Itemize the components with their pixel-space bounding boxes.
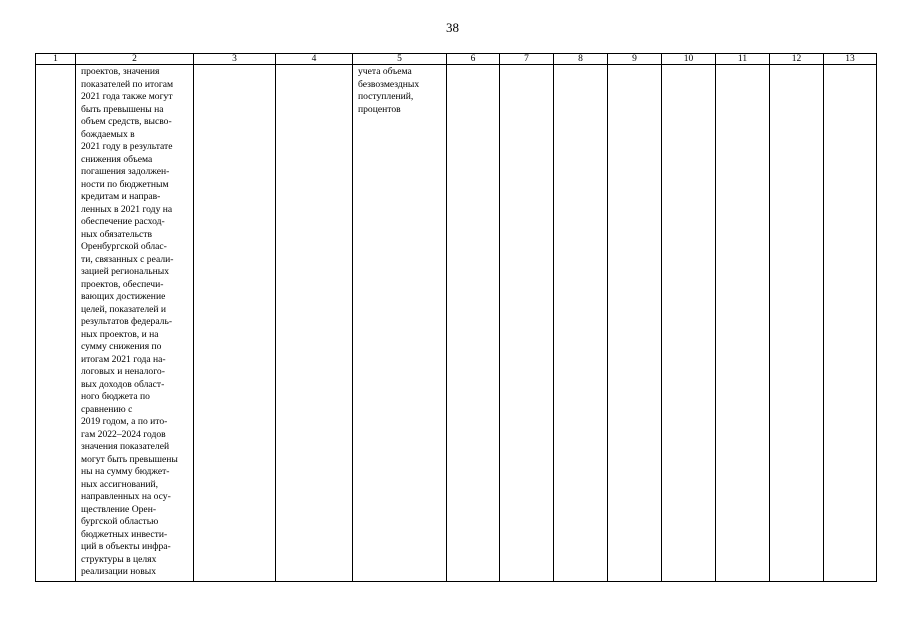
cell-col-2 xyxy=(76,65,194,582)
document-table xyxy=(35,53,877,582)
cell-col-11 xyxy=(716,65,770,582)
page-number: 38 xyxy=(446,20,459,35)
cell-col-9 xyxy=(608,65,662,582)
table-row xyxy=(36,65,877,582)
column-header-13: 13 xyxy=(824,54,877,65)
cell-col-5-text: учета объема безвозмездных поступлений, процентов xyxy=(358,66,420,115)
column-header-9: 9 xyxy=(608,54,662,65)
cell-col-7 xyxy=(500,65,554,582)
cell-col-1 xyxy=(36,65,76,582)
cell-col-4 xyxy=(276,65,353,582)
column-header-7: 7 xyxy=(500,54,554,65)
column-header-4: 4 xyxy=(276,54,353,65)
column-header-2: 2 xyxy=(76,54,194,65)
column-header-10: 10 xyxy=(662,54,716,65)
column-number-row xyxy=(36,54,877,65)
column-header-5: 5 xyxy=(353,54,447,65)
column-header-6: 6 xyxy=(447,54,500,65)
cell-col-5 xyxy=(353,65,447,582)
cell-col-2-text: проектов, значения показателей по итогам 2021 года также могут быть превышены на объем средств, высво- бождаемых в 2021 году в результате снижения объема погашения задолжен- ности по бюджетным кредитам и направ- ленных в 2021 году на обеспечение расход- ных обязательств Оренбургской облас- ти, связанных с реали- зацией региональных проектов, обеспечи- вающих достижение целей, показателей и результатов федераль- ных проектов, и на сумму снижения по итогам 2021 года на- логовых и неналого- вых доходов област- ного бюджета по сравнению с 2019 годом, а по ито- гам 2022–2024 годов значения показателей могут быть превышены ны на сумму бюджет- ных ассигнований, направленных на осу- ществление Орен- бургской областью бюджетных инвести- ций в объекты инфра- структуры в целях реализации новых xyxy=(81,66,178,577)
cell-col-3 xyxy=(194,65,276,582)
cell-col-8 xyxy=(554,65,608,582)
cell-col-13 xyxy=(824,65,877,582)
cell-col-6 xyxy=(447,65,500,582)
column-header-8: 8 xyxy=(554,54,608,65)
column-header-1: 1 xyxy=(36,54,76,65)
column-header-12: 12 xyxy=(770,54,824,65)
column-header-3: 3 xyxy=(194,54,276,65)
cell-col-12 xyxy=(770,65,824,582)
column-header-11: 11 xyxy=(716,54,770,65)
cell-col-10 xyxy=(662,65,716,582)
